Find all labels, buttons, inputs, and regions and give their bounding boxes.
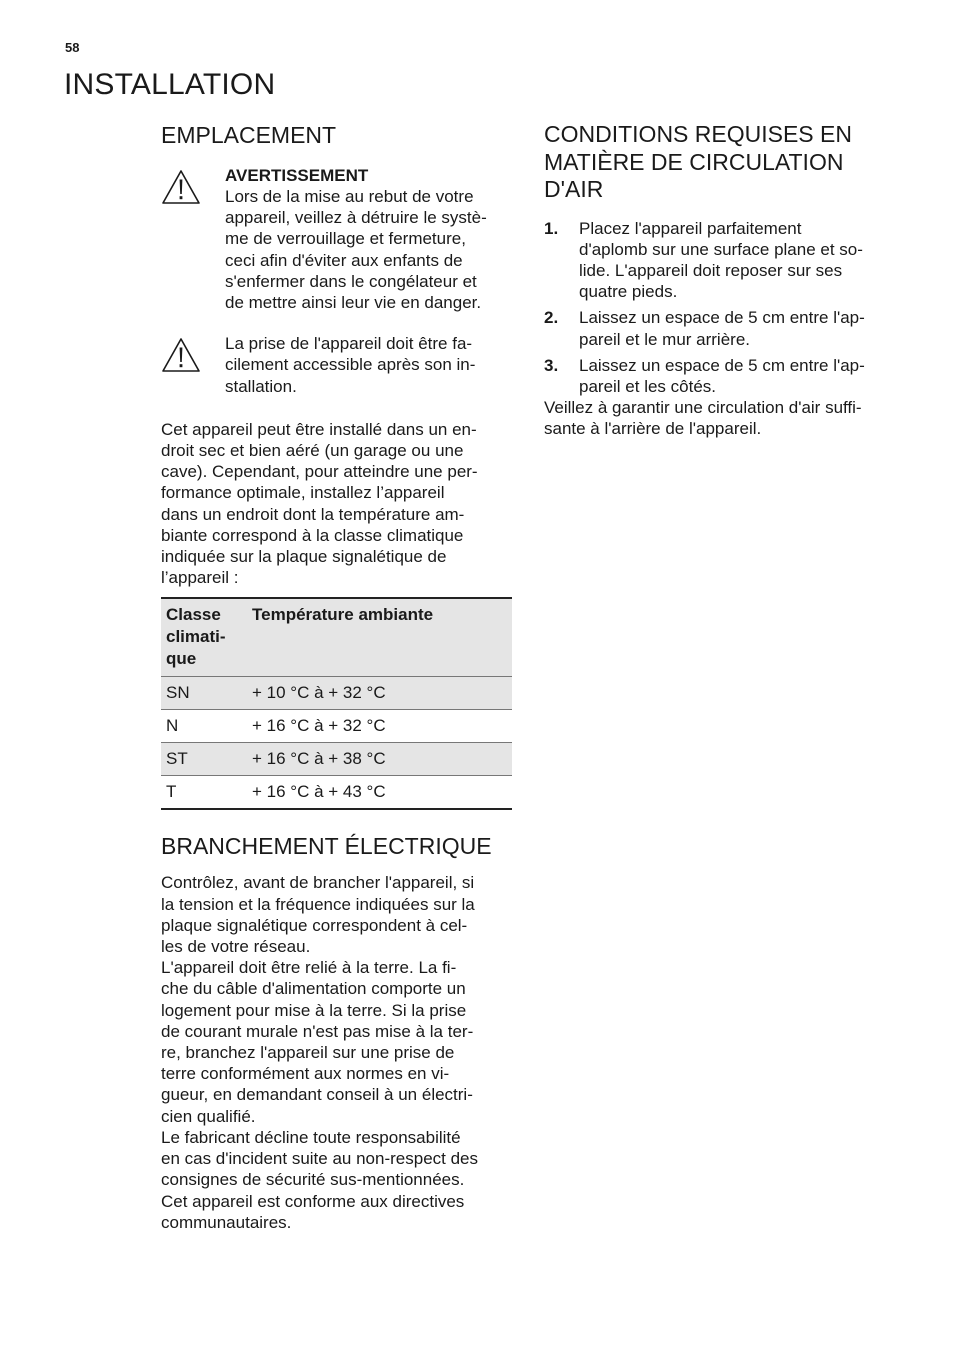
air-circulation-heading: CONDITIONS REQUISES EN MATIÈRE DE CIRCULATION D'AIR xyxy=(544,121,852,202)
right-column xyxy=(544,121,896,440)
temperature-cell: + 16 °C à + 32 °C xyxy=(247,710,512,743)
page-number: 58 xyxy=(65,40,80,55)
warning-text-2: La prise de l'appareil doit être fa- cilement accessible après son in- stallation. xyxy=(225,334,476,396)
class-cell: ST xyxy=(161,743,247,776)
warning-title: AVERTISSEMENT xyxy=(225,166,369,185)
table-row xyxy=(161,743,512,776)
warning-block-2 xyxy=(161,333,512,397)
step-number: 2. xyxy=(544,308,559,328)
step-number: 1. xyxy=(544,218,559,238)
air-circulation-note: Veillez à garantir une circulation d'air suffi- sante à l'arrière de l'appareil. xyxy=(544,398,862,439)
left-column xyxy=(161,121,512,1233)
warning-text-1: Lors de la mise au rebut de votre appareil, veillez à détruire le systè- me de verrouillage et fermeture, ceci afin d'éviter aux enfants de s'enfermer dans le congélateur et de mettre ainsi leur vie en danger. xyxy=(225,187,487,313)
list-item xyxy=(544,218,896,303)
table-row xyxy=(161,776,512,810)
climate-class-table xyxy=(161,597,512,810)
step-text: Placez l'appareil parfaitement d'aplomb sur une surface plane et so- lide. L'appareil doit reposer sur ses quatre pieds. xyxy=(579,218,863,302)
step-number: 3. xyxy=(544,355,559,375)
temperature-cell: + 16 °C à + 43 °C xyxy=(247,776,512,810)
step-text: Laissez un espace de 5 cm entre l'ap- pareil et le mur arrière. xyxy=(579,308,865,349)
step-text: Laissez un espace de 5 cm entre l'ap- pareil et les côtés. xyxy=(579,355,865,396)
warning-triangle-icon xyxy=(161,165,225,313)
class-cell: N xyxy=(161,710,247,743)
branchement-heading: BRANCHEMENT ÉLECTRIQUE xyxy=(161,833,492,860)
table-row xyxy=(161,677,512,710)
temperature-cell: + 16 °C à + 38 °C xyxy=(247,743,512,776)
header-ambient-temperature: Température ambiante xyxy=(247,598,512,677)
header-climate-class: Classe climati- que xyxy=(161,598,247,677)
table-header-row xyxy=(161,598,512,677)
warning-block-1 xyxy=(161,165,512,313)
warning-triangle-icon xyxy=(161,333,225,397)
branchement-text: Contrôlez, avant de brancher l'appareil, si la tension et la fréquence indiquées sur la plaque signalétique correspondent à cel- les de votre réseau. L'appareil doit être relié à la terre. La fi- che du câble d'alimentation comporte un logement pour mise à la terre. Si la prise de courant murale n'est pas mise à la ter- re, branchez l'appareil sur une prise de terre conformément aux normes en vi- gueur, en demandant conseil à un électri- cien qualifié. Le fabricant décline toute responsabilité en cas d'incident suite au non-respect des consignes de sécurité sus-mentionnées. Cet appareil est conforme aux directives communautaires. xyxy=(161,873,478,1232)
class-cell: T xyxy=(161,776,247,810)
table-row xyxy=(161,710,512,743)
emplacement-heading: EMPLACEMENT xyxy=(161,122,337,148)
emplacement-intro: Cet appareil peut être installé dans un en- droit sec et bien aéré (un garage ou une cave). Cependant, pour atteindre une per- formance optimale, installez l’appareil dans un endroit dont la température am- biante correspond à la classe climatique indiquée sur la plaque signalétique de l’appareil : xyxy=(161,419,478,588)
class-cell: SN xyxy=(161,677,247,710)
list-item xyxy=(544,307,896,349)
temperature-cell: + 10 °C à + 32 °C xyxy=(247,677,512,710)
air-circulation-steps xyxy=(544,218,896,398)
page-title: INSTALLATION xyxy=(64,68,276,101)
list-item xyxy=(544,355,896,397)
